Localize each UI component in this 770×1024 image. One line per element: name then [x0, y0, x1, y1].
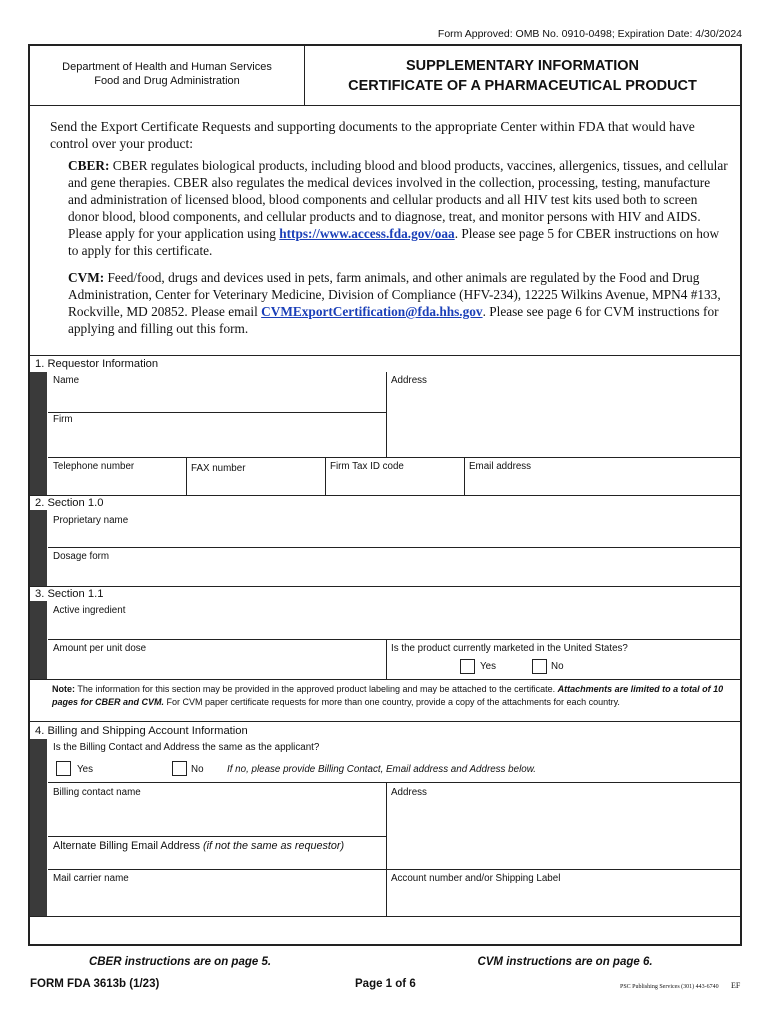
- billing-same-question: Is the Billing Contact and Address the same as the applicant?: [53, 742, 320, 753]
- dosage-form-field[interactable]: [48, 563, 739, 585]
- firm-tax-field[interactable]: [326, 473, 464, 495]
- dosage-form-label: Dosage form: [53, 551, 110, 562]
- note-text-2: For CVM paper certificate requests for more than one country, provide a copy of the attachments for each country.: [166, 696, 620, 707]
- cvm-email-link[interactable]: CVMExportCertification@fda.hhs.gov: [261, 304, 483, 319]
- divider: [48, 836, 386, 837]
- marketed-yes-label: Yes: [480, 661, 496, 672]
- section-2-title: 2. Section 1.0: [35, 497, 104, 509]
- cvm-label: CVM:: [68, 270, 105, 285]
- cvm-text: Feed/food, drugs and devices used in pets, farm animals, and other animals are regulated by the Food and Drug Administration, Center for Veterinary Medicine, Division of Compliance (HFV-234), 12225 Wilkins Avenue, MPN4 #133, Rockville, MD 20852. Please email: [68, 270, 721, 319]
- email-field[interactable]: [465, 473, 739, 495]
- mail-carrier-field[interactable]: [48, 885, 385, 916]
- marketed-yes-checkbox[interactable]: [460, 659, 475, 674]
- divider: [30, 586, 740, 587]
- section-4-title: 4. Billing and Shipping Account Information: [35, 725, 248, 737]
- divider: [386, 639, 387, 679]
- section-3-note: [52, 683, 732, 708]
- firm-label: Firm: [53, 414, 73, 425]
- omb-approval-line: Form Approved: OMB No. 0910-0498; Expiration Date: 4/30/2024: [437, 28, 742, 40]
- billing-if-no-instruction: If no, please provide Billing Contact, Email address and Address below.: [227, 764, 536, 775]
- address-field[interactable]: [387, 387, 739, 457]
- marketed-no-checkbox[interactable]: [532, 659, 547, 674]
- email-label: Email address: [469, 461, 532, 472]
- agency-block: [30, 46, 305, 106]
- cvm-text-2: . Please see page 6 for CVM instructions for applying and filling out this form.: [68, 304, 719, 336]
- cvm-instructions-note: CVM instructions are on page 6.: [477, 956, 653, 968]
- divider: [30, 679, 740, 680]
- cvm-paragraph: [68, 269, 730, 337]
- form-id: FORM FDA 3613b (1/23): [30, 978, 160, 990]
- address-label: Address: [391, 375, 427, 386]
- section-4-bar: [30, 739, 47, 916]
- section-1-title: 1. Requestor Information: [35, 358, 159, 370]
- billing-same-no-checkbox[interactable]: [172, 761, 187, 776]
- account-number-field[interactable]: [387, 885, 739, 916]
- billing-contact-field[interactable]: [48, 799, 385, 836]
- active-ingredient-field[interactable]: [48, 617, 739, 639]
- divider: [30, 916, 740, 917]
- alternate-email-field[interactable]: [48, 854, 385, 869]
- cber-text: CBER regulates biological products, including blood and blood products, vaccines, allergenics, tissues, and cellular and gene therapies. CBER also regulates the medical devices involved in the collection, processing, testing, manufacture and administration of licensed blood, blood components and cellular products and all HIV test kits used both to screen donor blood, blood components, and cellular products and to diagnose, treat, and monitor persons with HIV and AIDS. Please apply for your application using: [68, 158, 728, 241]
- fax-label: FAX number: [191, 463, 246, 474]
- alternate-email-note: (if not the same as requestor): [203, 840, 345, 852]
- divider: [48, 412, 386, 413]
- billing-contact-label: Billing contact name: [53, 787, 141, 798]
- divider: [48, 869, 740, 870]
- divider: [48, 639, 740, 640]
- cber-link[interactable]: https://www.access.fda.gov/oaa: [279, 226, 455, 241]
- name-label: Name: [53, 375, 80, 386]
- note-label: Note:: [52, 684, 75, 694]
- section-3-bar: [30, 601, 47, 679]
- note-attachment-limit: Attachments are limited to a total of 10 pages for CBER and CVM.: [52, 684, 724, 707]
- billing-address-field[interactable]: [387, 799, 739, 869]
- divider: [30, 355, 740, 356]
- marketed-no-label: No: [551, 661, 564, 672]
- billing-same-yes-label: Yes: [77, 764, 93, 775]
- proprietary-name-field[interactable]: [48, 527, 739, 547]
- agency-line-2: Food and Drug Administration: [94, 75, 240, 87]
- amount-per-dose-field[interactable]: [48, 655, 385, 679]
- cber-instructions-note: CBER instructions are on page 5.: [88, 956, 272, 968]
- ef-mark: EF: [731, 981, 741, 990]
- divider: [30, 721, 740, 722]
- note-text: The information for this section may be provided in the approved product labeling and may be attached to the certificate.: [77, 684, 556, 694]
- billing-same-yes-checkbox[interactable]: [56, 761, 71, 776]
- proprietary-name-label: Proprietary name: [53, 515, 129, 526]
- page-number: Page 1 of 6: [355, 978, 416, 990]
- cber-paragraph: [68, 157, 730, 259]
- publisher-credit: PSC Publishing Services (301) 443-6740: [620, 984, 719, 990]
- firm-tax-label: Firm Tax ID code: [330, 461, 404, 472]
- agency-line-1: Department of Health and Human Services: [62, 61, 272, 73]
- section-2-bar: [30, 510, 47, 586]
- divider: [30, 495, 740, 496]
- cber-label: CBER:: [68, 158, 110, 173]
- divider: [386, 372, 387, 458]
- intro-text: Send the Export Certificate Requests and supporting documents to the appropriate Center within FDA that would have control over your product:: [50, 119, 695, 151]
- fax-field[interactable]: [187, 475, 325, 495]
- billing-address-label: Address: [391, 787, 427, 798]
- firm-field[interactable]: [48, 426, 386, 457]
- mail-carrier-label: Mail carrier name: [53, 873, 129, 884]
- divider: [48, 547, 740, 548]
- active-ingredient-label: Active ingredient: [53, 605, 126, 616]
- alternate-email-text: Alternate Billing Email Address: [53, 840, 201, 852]
- cber-text-2: . Please see page 5 for CBER instructions on how to apply for this certificate.: [68, 226, 720, 258]
- divider: [48, 782, 740, 783]
- name-field[interactable]: [48, 387, 386, 412]
- section-1-bar: [30, 372, 47, 496]
- alternate-email-label: [53, 840, 344, 852]
- amount-per-dose-label: Amount per unit dose: [53, 643, 147, 654]
- marketed-question: Is the product currently marketed in the United States?: [391, 643, 628, 654]
- telephone-label: Telephone number: [53, 461, 135, 472]
- billing-same-no-label: No: [191, 764, 204, 775]
- form-title-line-2: CERTIFICATE OF A PHARMACEUTICAL PRODUCT: [348, 78, 697, 94]
- form-title-block: [305, 46, 740, 106]
- telephone-field[interactable]: [48, 473, 186, 495]
- account-number-label: Account number and/or Shipping Label: [391, 873, 561, 884]
- divider: [48, 457, 740, 458]
- form-title-line-1: SUPPLEMENTARY INFORMATION: [405, 58, 640, 74]
- section-3-title: 3. Section 1.1: [35, 588, 104, 600]
